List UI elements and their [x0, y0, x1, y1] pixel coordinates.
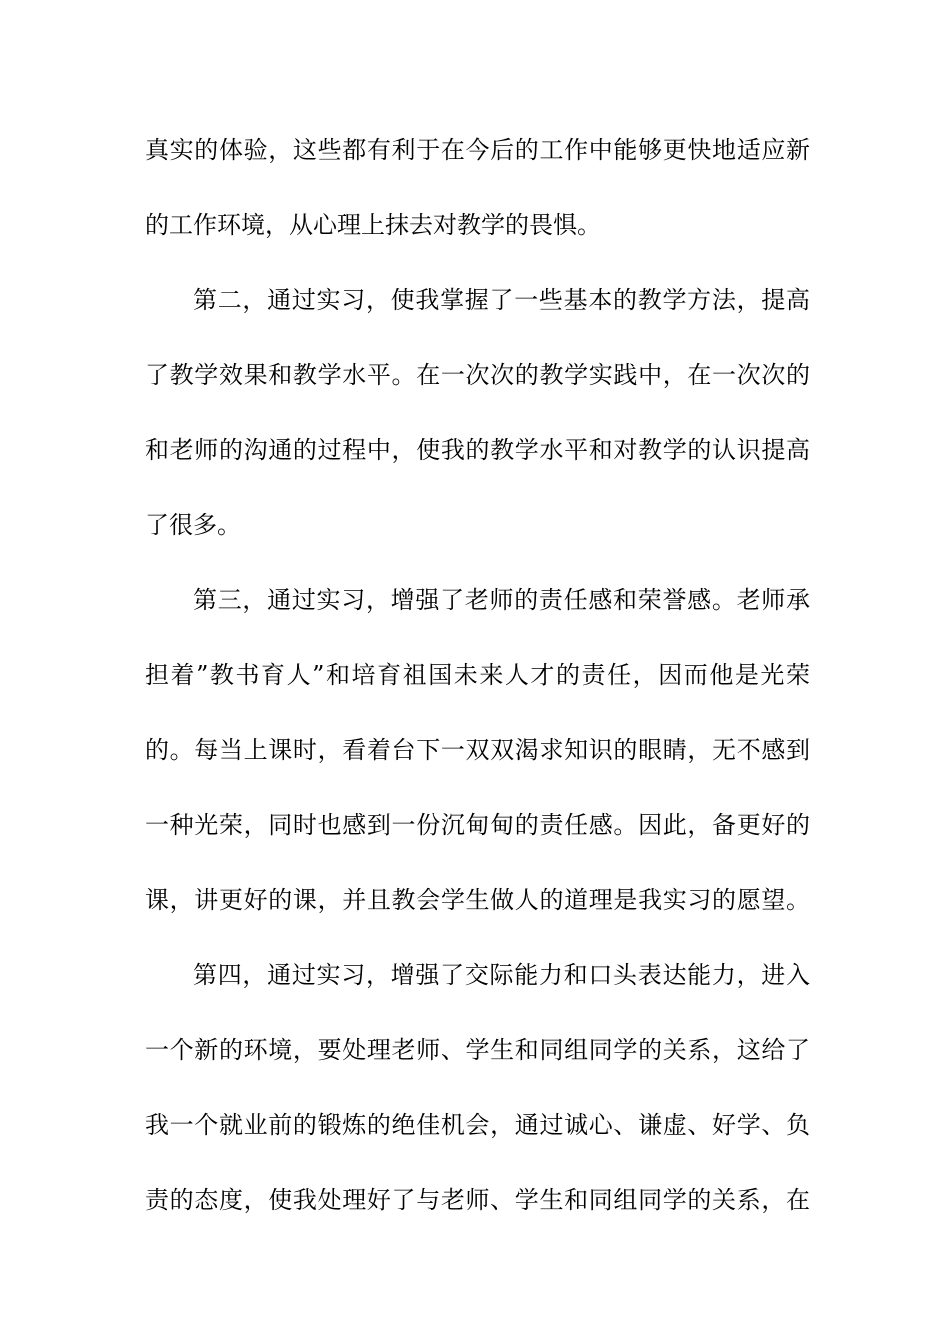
text-line: 我一个就业前的锻炼的绝佳机会，通过诚心、谦虚、好学、负 [145, 1111, 810, 1139]
text-line: 课，讲更好的课，并且教会学生做人的道理是我实习的愿望。 [145, 886, 810, 914]
paragraph-first-line: 第三，通过实习，增强了老师的责任感和荣誉感。老师承 [193, 586, 810, 614]
text-line: 了教学效果和教学水平。在一次次的教学实践中，在一次次的 [145, 361, 810, 389]
text-line: 的工作环境，从心理上抹去对教学的畏惧。 [145, 211, 601, 239]
paragraph-first-line: 第四，通过实习，增强了交际能力和口头表达能力，进入 [193, 961, 810, 989]
text-line: 责的态度，使我处理好了与老师、学生和同组同学的关系，在 [145, 1186, 810, 1214]
text-line: 真实的体验，这些都有利于在今后的工作中能够更快地适应新 [145, 136, 810, 164]
text-line: 的。每当上课时，看着台下一双双渴求知识的眼睛，无不感到 [145, 736, 810, 764]
text-line: 一种光荣，同时也感到一份沉甸甸的责任感。因此，备更好的 [145, 811, 810, 839]
paragraph-first-line: 第二，通过实习，使我掌握了一些基本的教学方法，提高 [193, 286, 810, 314]
text-line: 担着”教书育人”和培育祖国未来人才的责任，因而他是光荣 [145, 661, 810, 689]
text-line: 了很多。 [145, 511, 241, 539]
text-line: 一个新的环境，要处理老师、学生和同组同学的关系，这给了 [145, 1036, 810, 1064]
text-line: 和老师的沟通的过程中，使我的教学水平和对教学的认识提高 [145, 436, 810, 464]
